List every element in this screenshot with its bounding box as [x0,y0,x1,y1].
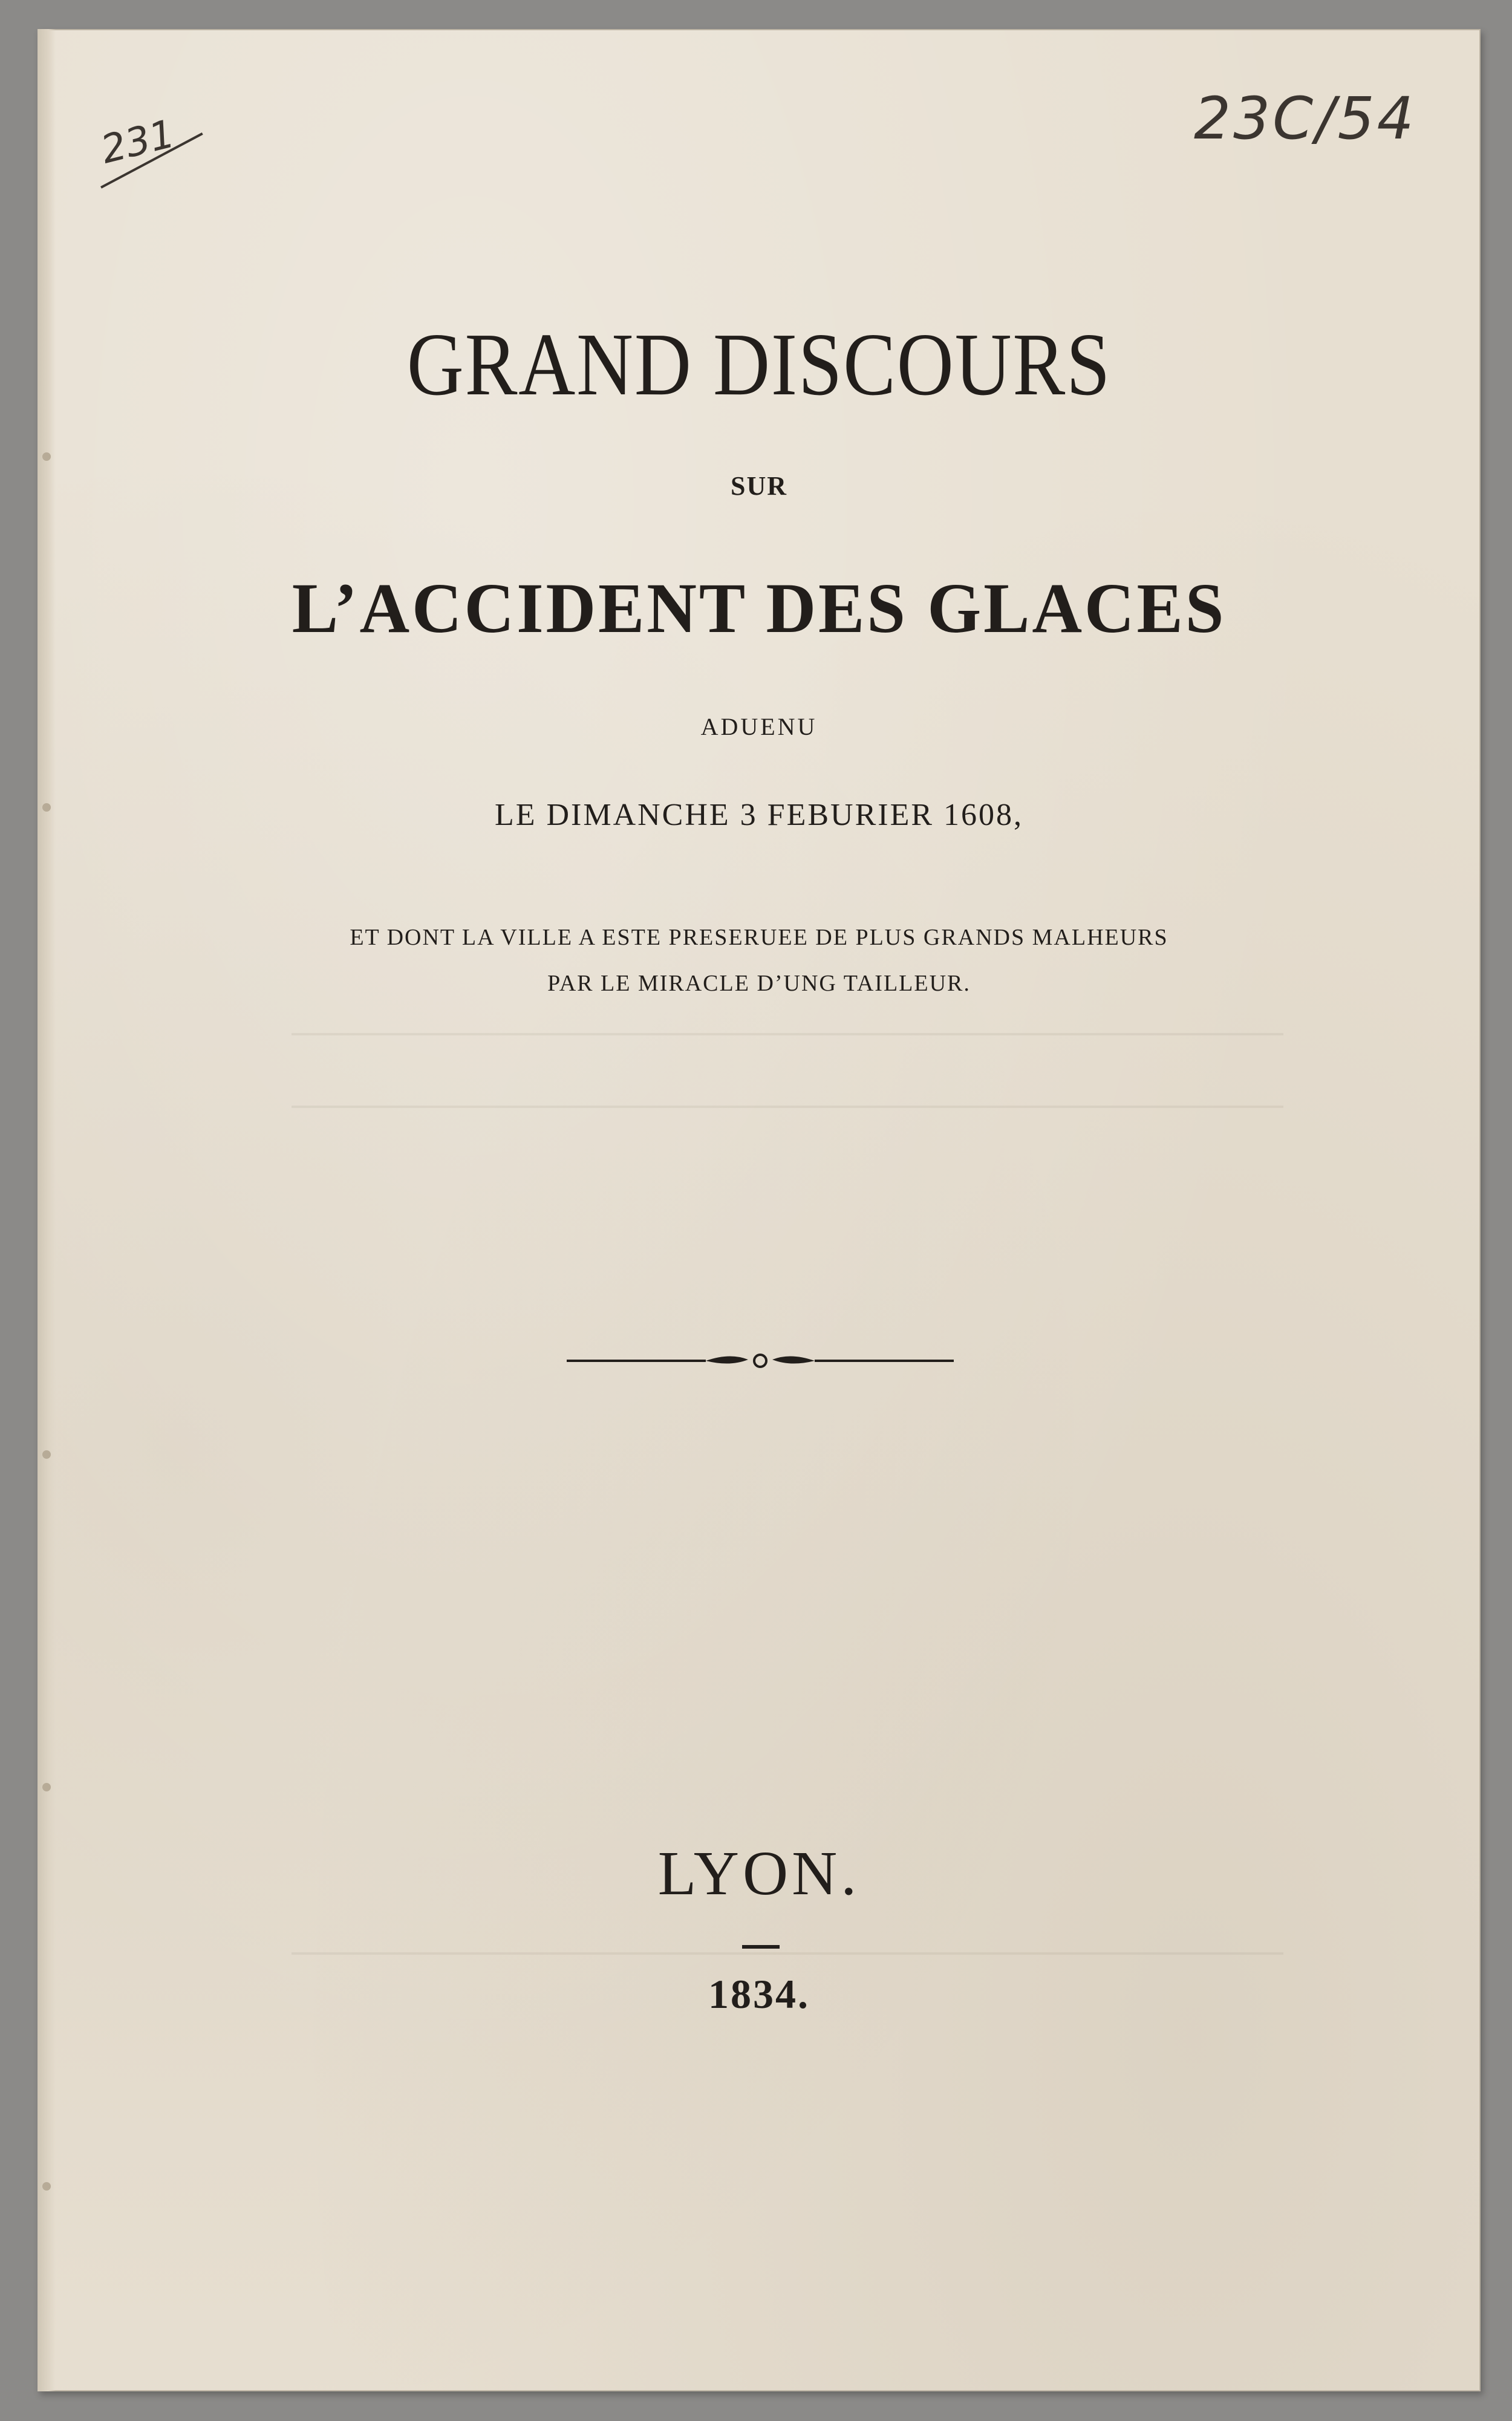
title-line-1: GRAND DISCOURS [406,315,1112,414]
bleed-through-line [292,1033,1283,1035]
title-line-6: ET DONT LA VILLE A ESTE PRESERUEE DE PLUS GRANDS MALHEURS [350,925,1168,950]
imprint-rule [742,1945,780,1949]
title-line-5: LE DIMANCHE 3 FEBURIER 1608, [494,798,1024,832]
handwritten-note-right: 23C/54 [1194,85,1416,152]
imprint-year: 1834. [708,1971,810,2017]
binding-hole [42,1450,51,1459]
title-line-4: ADUENU [700,713,818,740]
imprint-city: LYON. [657,1839,861,1908]
bleed-through-line [292,1106,1283,1108]
page-spine [37,29,56,2391]
document-page [37,29,1481,2391]
binding-hole [42,1783,51,1791]
title-line-7: PAR LE MIRACLE D’UNG TAILLEUR. [547,971,971,996]
ornament-divider [567,1349,954,1373]
title-line-3: L’ACCIDENT DES GLACES [292,569,1227,648]
binding-hole [42,2182,51,2191]
bleed-through-line [292,1952,1283,1955]
binding-hole [42,452,51,461]
title-line-2: SUR [730,471,788,501]
handwritten-note-left: 231 [96,111,180,173]
